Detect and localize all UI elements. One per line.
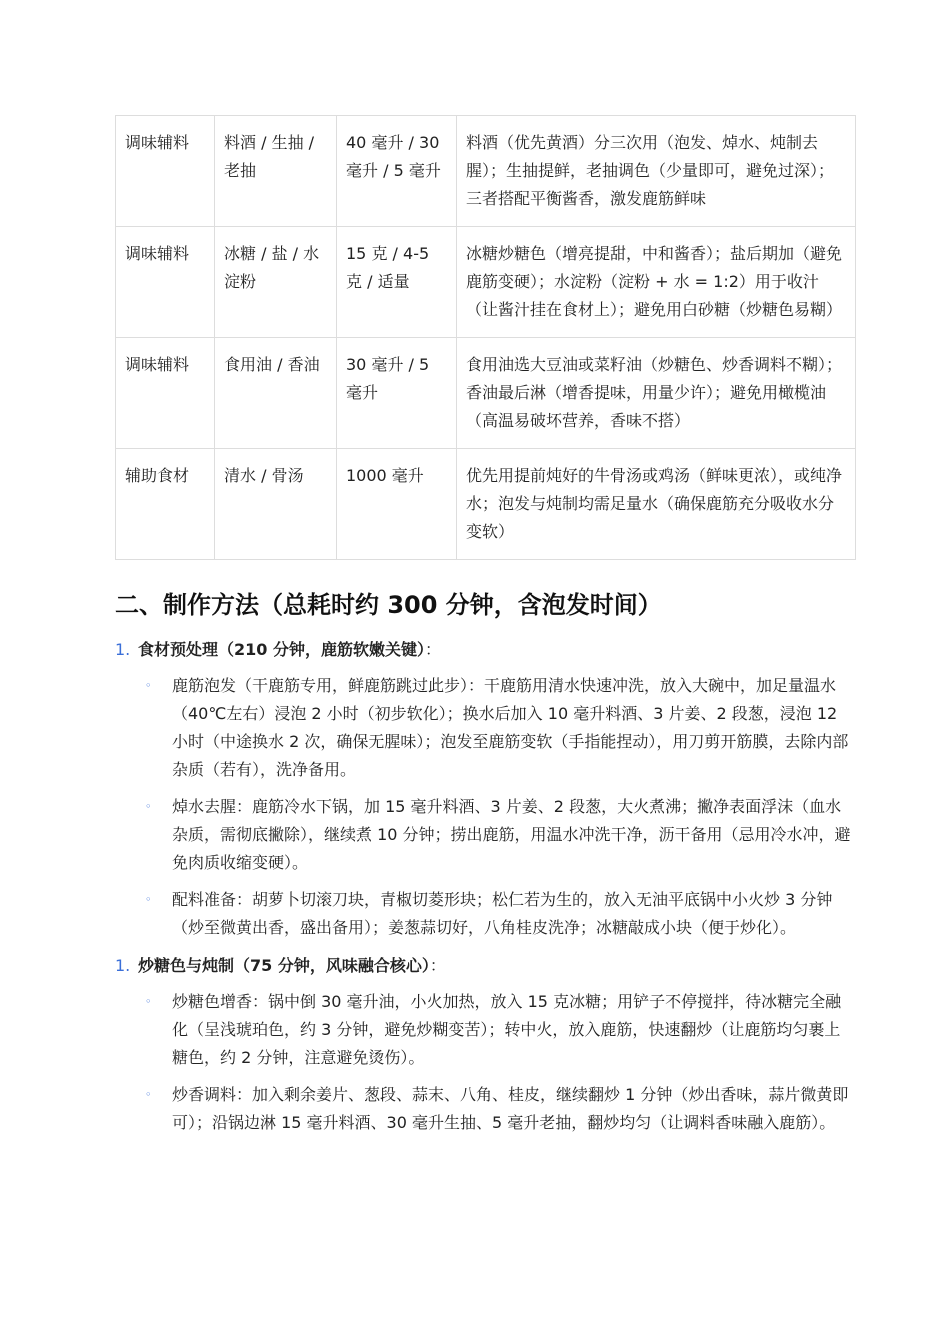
table-cell-amount: 1000 毫升 (337, 449, 457, 560)
list-item-text: 焯水去腥：鹿筋冷水下锅，加 15 毫升料酒、3 片姜、2 段葱，大火煮沸；撇净表面浮沫（血水杂质，需彻底撇除），继续煮 10 分钟；捞出鹿筋，用温水冲洗干净，沥干备用（忌用冷水冲，避免肉质收缩变硬）。 (172, 797, 851, 872)
list-item-text: 鹿筋泡发（干鹿筋专用，鲜鹿筋跳过此步）：干鹿筋用清水快速冲洗，放入大碗中，加足量温水（40℃左右）浸泡 2 小时（初步软化）；换水后加入 10 毫升料酒、3 片姜、2 段葱，浸泡 12 小时（中途换水 2 次，确保无腥味）；泡发至鹿筋变软（手指能捏动），用刀剪开筋膜，去除内部杂质（若有），洗净备用。 (172, 676, 849, 779)
table-cell-category: 调味辅料 (116, 116, 215, 227)
list-item (145, 793, 855, 877)
list-item-text: 炒香调料：加入剩余姜片、葱段、蒜末、八角、桂皮，继续翻炒 1 分钟（炒出香味，蒜片微黄即可）；沿锅边淋 15 毫升料酒、30 毫升生抽、5 毫升老抽，翻炒均匀（让调料香味融入鹿筋）。 (172, 1085, 849, 1132)
step-number: 1. (115, 956, 131, 975)
step-header (115, 952, 855, 980)
table-cell-category: 调味辅料 (116, 227, 215, 338)
table-row (116, 227, 856, 338)
step-title: 食材预处理（210 分钟，鹿筋软嫩关键） (138, 640, 425, 659)
list-item (145, 886, 855, 942)
hollow-circle-bullet-icon: ◦ (145, 679, 152, 692)
list-item-text: 配料准备：胡萝卜切滚刀块，青椒切菱形块；松仁若为生的，放入无油平底锅中小火炒 3 分钟（炒至微黄出香，盛出备用）；姜葱蒜切好，八角桂皮洗净；冰糖敲成小块（便于炒化）。 (172, 890, 833, 937)
section-heading: 二、制作方法（总耗时约 300 分钟，含泡发时间） (115, 591, 662, 619)
step-header (115, 636, 855, 664)
hollow-circle-bullet-icon: ◦ (145, 800, 152, 813)
ingredients-table (115, 115, 856, 560)
table-cell-note: 优先用提前炖好的牛骨汤或鸡汤（鲜味更浓），或纯净水；泡发与炖制均需足量水（确保鹿筋充分吸收水分变软） (457, 449, 856, 560)
list-item (145, 1081, 855, 1137)
hollow-circle-bullet-icon: ◦ (145, 893, 152, 906)
step-title-colon: ： (429, 956, 446, 975)
step-bullet-list (115, 672, 855, 942)
table-cell-note: 冰糖炒糖色（增亮提甜，中和酱香）；盐后期加（避免鹿筋变硬）；水淀粉（淀粉 + 水 = 1:2）用于收汁（让酱汁挂在食材上）；避免用白砂糖（炒糖色易糊） (457, 227, 856, 338)
table-cell-amount: 30 毫升 / 5 毫升 (337, 338, 457, 449)
hollow-circle-bullet-icon: ◦ (145, 1088, 152, 1101)
hollow-circle-bullet-icon: ◦ (145, 995, 152, 1008)
table-cell-name: 料酒 / 生抽 / 老抽 (215, 116, 337, 227)
table-row (116, 116, 856, 227)
step-caramel-and-braise (115, 952, 855, 1137)
document-page (115, 115, 855, 1147)
table-cell-name: 冰糖 / 盐 / 水淀粉 (215, 227, 337, 338)
table-cell-name: 清水 / 骨汤 (215, 449, 337, 560)
step-title-colon: ： (424, 640, 441, 659)
table-row (116, 338, 856, 449)
table-cell-note: 食用油选大豆油或菜籽油（炒糖色、炒香调料不糊）；香油最后淋（增香提味，用量少许）；避免用橄榄油（高温易破坏营养，香味不搭） (457, 338, 856, 449)
table-cell-category: 调味辅料 (116, 338, 215, 449)
step-preprocessing (115, 636, 855, 942)
step-number: 1. (115, 640, 131, 659)
table-cell-note: 料酒（优先黄酒）分三次用（泡发、焯水、炖制去腥）；生抽提鲜，老抽调色（少量即可，避免过深）；三者搭配平衡酱香，激发鹿筋鲜味 (457, 116, 856, 227)
table-cell-amount: 40 毫升 / 30 毫升 / 5 毫升 (337, 116, 457, 227)
step-bullet-list (115, 988, 855, 1137)
table-row (116, 449, 856, 560)
step-title: 炒糖色与炖制（75 分钟，风味融合核心） (138, 956, 430, 975)
list-item-text: 炒糖色增香：锅中倒 30 毫升油，小火加热，放入 15 克冰糖；用铲子不停搅拌，待冰糖完全融化（呈浅琥珀色，约 3 分钟，避免炒糊变苦）；转中火，放入鹿筋，快速翻炒（让鹿筋均匀裹上糖色，约 2 分钟，注意避免烫伤）。 (172, 992, 842, 1067)
table-cell-category: 辅助食材 (116, 449, 215, 560)
list-item (145, 988, 855, 1072)
list-item (145, 672, 855, 784)
table-cell-amount: 15 克 / 4-5 克 / 适量 (337, 227, 457, 338)
table-cell-name: 食用油 / 香油 (215, 338, 337, 449)
